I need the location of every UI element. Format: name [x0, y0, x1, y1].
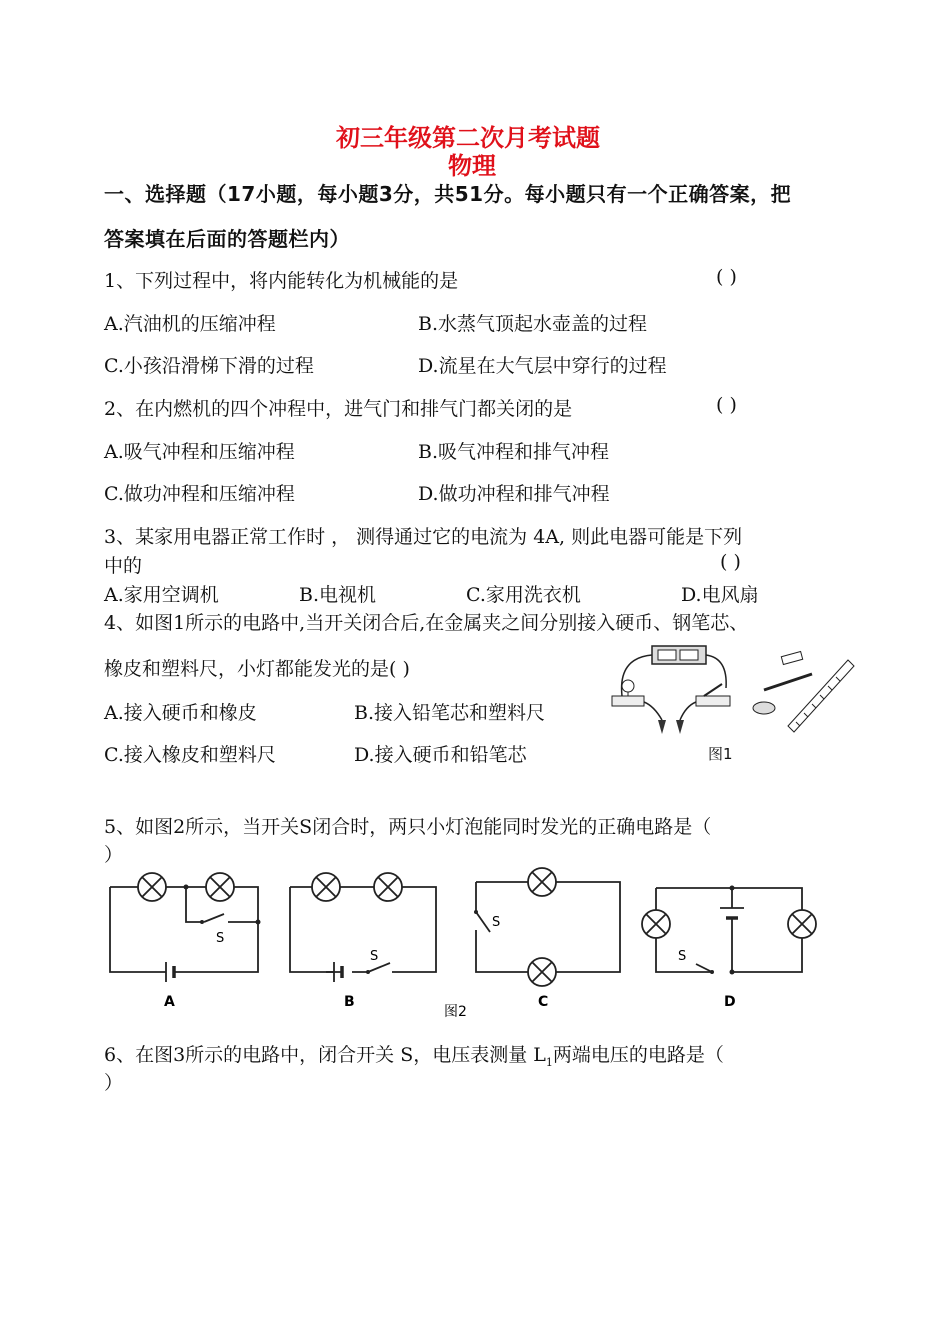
bulb — [622, 680, 634, 692]
bulb-base — [612, 696, 644, 706]
question-4-option-c: C.接入橡皮和塑料尺 — [104, 744, 276, 766]
page-title: 初三年级第二次月考试题 — [336, 124, 600, 152]
question-4-option-d: D.接入硬币和铅笔芯 — [354, 744, 527, 766]
question-1-answer-paren: ( ) — [716, 266, 737, 288]
circuit-label-d: D — [724, 994, 736, 1010]
figure-2-label: 图2 — [444, 1004, 467, 1020]
question-6-stem-cont: ） — [104, 1072, 124, 1094]
circuit-label-b: B — [344, 994, 355, 1010]
question-2-option-b: B.吸气冲程和排气冲程 — [418, 441, 610, 463]
switch-label-a: S — [216, 931, 225, 946]
question-3-answer-paren: ( ) — [720, 551, 741, 573]
section-heading-line2: 答案填在后面的答题栏内） — [104, 227, 350, 251]
question-2-option-d: D.做功冲程和排气冲程 — [418, 483, 610, 505]
question-3-stem-cont: 中的 — [104, 555, 143, 577]
question-5-stem-cont: ） — [104, 844, 124, 866]
question-6-subscript: 1 — [545, 1055, 553, 1069]
question-3-option-a: A.家用空调机 — [104, 584, 219, 606]
circuit-label-a: A — [164, 994, 175, 1010]
question-3-option-c: C.家用洗衣机 — [466, 584, 581, 606]
question-2-option-c: C.做功冲程和压缩冲程 — [104, 483, 295, 505]
figure-1-circuit-illustration — [608, 640, 860, 740]
figure-2-circuits — [100, 860, 840, 1030]
question-4-stem: 4、如图1所示的电路中,当开关闭合后,在金属夹之间分别接入硬币、钢笔芯、 — [104, 612, 749, 634]
question-2-stem: 2、在内燃机的四个冲程中，进气门和排气门都关闭的是 — [104, 398, 573, 420]
circuit-label-c: C — [538, 994, 549, 1010]
switch-base — [696, 696, 730, 706]
question-3-stem: 3、某家用电器正常工作时 ， 测得通过它的电流为 4A, 则此电器可能是下列 — [104, 526, 743, 548]
question-2-option-a: A.吸气冲程和压缩冲程 — [104, 441, 295, 463]
question-6-stem-tail: 两端电压的电路是（ — [552, 1044, 724, 1066]
question-1-option-b: B.水蒸气顶起水壶盖的过程 — [418, 313, 648, 335]
question-1-option-c: C.小孩沿滑梯下滑的过程 — [104, 355, 314, 377]
coin — [753, 702, 775, 714]
section-heading-line1: 一、选择题（17小题，每小题3分，共51分。每小题只有一个正确答案，把 — [104, 182, 792, 206]
eraser — [781, 652, 802, 665]
question-6-stem-main: 6、在图3所示的电路中，闭合开关 S，电压表测量 L — [104, 1044, 546, 1066]
switch-label-c: S — [492, 915, 501, 930]
question-5-stem: 5、如图2所示，当开关S闭合时，两只小灯泡能同时发光的正确电路是（ — [104, 816, 712, 838]
question-6-stem — [104, 1040, 724, 1069]
question-4-option-b: B.接入铅笔芯和塑料尺 — [354, 702, 546, 724]
question-4-option-a: A.接入硬币和橡皮 — [104, 702, 257, 724]
question-1-stem: 1、下列过程中，将内能转化为机械能的是 — [104, 270, 459, 292]
question-1-option-a: A.汽油机的压缩冲程 — [104, 313, 276, 335]
question-3-option-d: D.电风扇 — [681, 584, 759, 606]
question-4-stem-cont: 橡皮和塑料尺，小灯都能发光的是( ) — [104, 658, 410, 680]
question-2-answer-paren: ( ) — [716, 394, 737, 416]
switch-label-d: S — [678, 949, 687, 964]
figure-1-label: 图1 — [708, 745, 733, 763]
switch-label-b: S — [370, 949, 379, 964]
pencil-lead — [764, 674, 812, 690]
metal-clip-left — [658, 720, 666, 734]
question-1-option-d: D.流星在大气层中穿行的过程 — [418, 355, 667, 377]
metal-clip-right — [676, 720, 684, 734]
question-3-option-b: B.电视机 — [299, 584, 377, 606]
subject-title: 物理 — [448, 152, 496, 180]
